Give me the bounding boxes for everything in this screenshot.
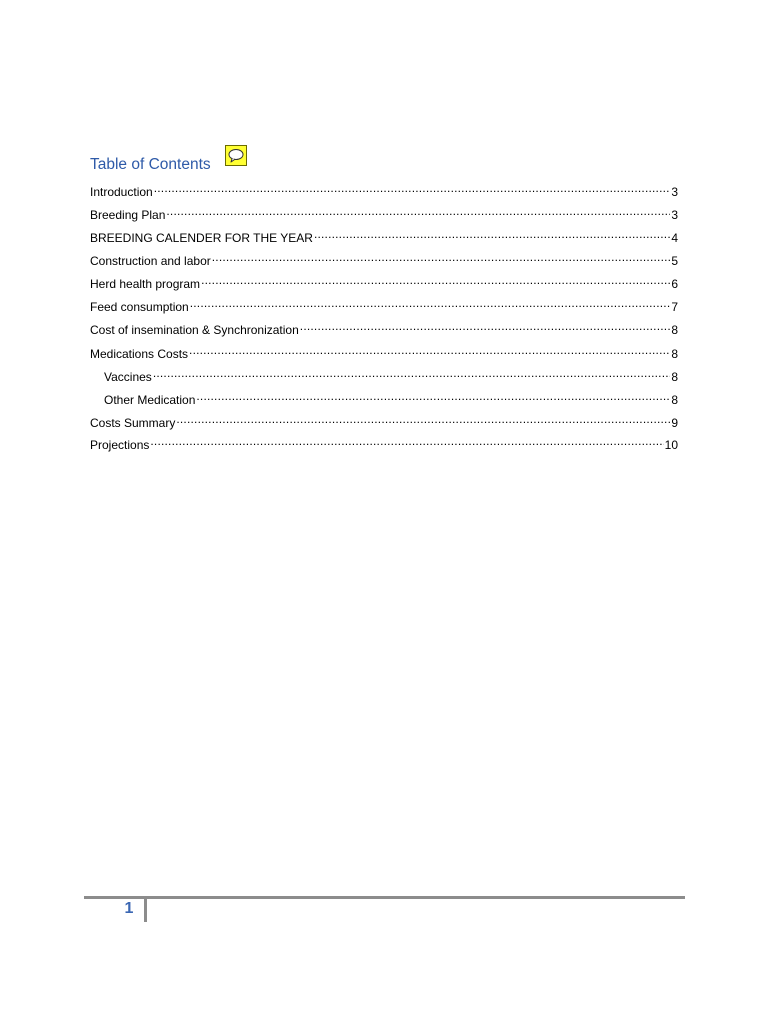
dot-leader: [212, 249, 671, 265]
toc-heading: Table of Contents: [90, 156, 211, 173]
dot-leader: [153, 365, 671, 381]
toc-entry-page-number: 8: [671, 347, 678, 361]
dot-leader: [314, 226, 670, 242]
dot-leader: [166, 203, 670, 219]
toc-entry-page-number: 8: [671, 370, 678, 384]
toc-entry-medications-costs[interactable]: [90, 342, 678, 361]
toc-entry-label: Breeding Plan: [90, 208, 166, 222]
toc-entry-costs-summary[interactable]: [90, 411, 678, 430]
footer-rule: [84, 896, 685, 899]
toc-entry-label: Feed consumption: [90, 300, 189, 314]
toc-entry-feed-consumption[interactable]: [90, 295, 678, 314]
toc-entry-cost-of-insemination[interactable]: [90, 318, 678, 337]
dot-leader: [176, 411, 670, 427]
dot-leader: [300, 318, 671, 334]
toc-entry-label: BREEDING CALENDER FOR THE YEAR: [90, 231, 313, 245]
footer-divider: [144, 899, 147, 922]
toc-entry-page-number: 8: [671, 393, 678, 407]
toc-entry-page-number: 3: [671, 208, 678, 222]
toc-entry-label: Medications Costs: [90, 347, 189, 361]
toc-entry-page-number: 3: [671, 185, 678, 199]
dot-leader: [201, 272, 670, 288]
footer-page-number: 1: [124, 900, 134, 917]
toc-entry-label: Vaccines: [104, 370, 152, 384]
toc-entry-page-number: 6: [671, 277, 678, 291]
toc-entry-page-number: 7: [671, 300, 678, 314]
toc-entry-label: Costs Summary: [90, 416, 176, 430]
toc-entry-other-medication[interactable]: [104, 388, 678, 407]
toc-entry-vaccines[interactable]: [104, 365, 678, 384]
toc-entry-label: Other Medication: [104, 393, 196, 407]
toc-entry-breeding-calender[interactable]: [90, 226, 678, 245]
dot-leader: [150, 433, 663, 449]
toc-entry-introduction[interactable]: [90, 180, 678, 199]
toc-entry-label: Cost of insemination & Synchronization: [90, 323, 299, 337]
toc-entry-label: Herd health program: [90, 277, 201, 291]
dot-leader: [189, 342, 670, 358]
toc-entry-breeding-plan[interactable]: [90, 203, 678, 222]
toc-entry-page-number: 8: [671, 323, 678, 337]
toc-entry-label: Projections: [90, 438, 150, 452]
dot-leader: [196, 388, 670, 404]
toc-entry-page-number: 9: [671, 416, 678, 430]
toc-entry-projections[interactable]: [90, 433, 678, 452]
dot-leader: [190, 295, 671, 311]
dot-leader: [154, 180, 671, 196]
toc-entry-label: Introduction: [90, 185, 153, 199]
toc-entry-herd-health-program[interactable]: [90, 272, 678, 291]
toc-entry-construction-and-labor[interactable]: [90, 249, 678, 268]
toc-entry-label: Construction and labor: [90, 254, 211, 268]
toc-entry-page-number: 4: [671, 231, 678, 245]
speech-bubble-comment-icon[interactable]: [225, 145, 247, 166]
toc-entry-page-number: 10: [664, 438, 678, 452]
toc-entry-page-number: 5: [671, 254, 678, 268]
